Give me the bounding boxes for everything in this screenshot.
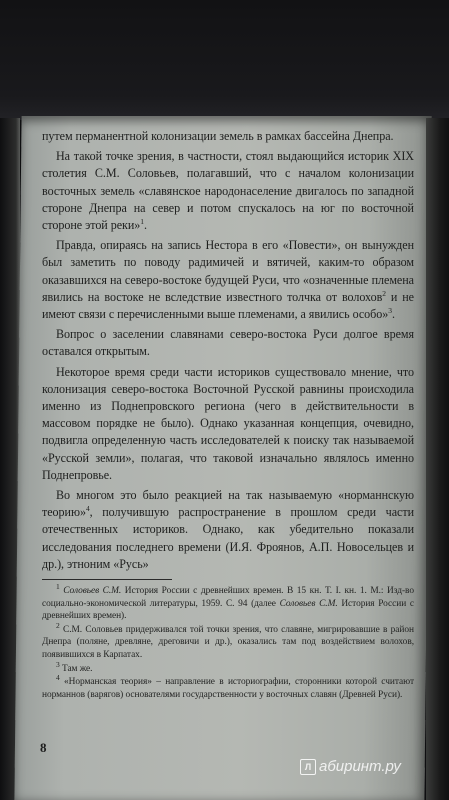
paragraph-text: . xyxy=(391,307,395,322)
paragraph-text: путем перманентной колонизации земель в рамках бассейна Днепра. xyxy=(42,129,394,143)
footnote-number: 4 xyxy=(56,673,60,683)
footnotes xyxy=(42,581,415,701)
paragraph-text: и не имеют связи с перечисленными выше племенами, а явились особо» xyxy=(42,289,414,322)
footnote-ref: 3 xyxy=(388,306,392,315)
paragraph-text: Некоторое время среди части историков существовало мнение, что колонизация северо-востока Восточной Русской равнины происходила именно из Поднепровского региона (чего в действительности в массовом порядке не было). Однако указанная концепция, очевидно, подвигла определенную часть исследователей к поиску так называемой «Русской земли», полагая, что таковой изначально являлось именно Поднепровье. xyxy=(42,364,414,482)
body-text xyxy=(42,128,414,573)
footnote-text: История России с древнейших времен. В 15 кн. Т. I. кн. 1. М.: Изд-во социально-экономической литературы, 1959. С. 94 (далее xyxy=(42,586,415,609)
paragraph xyxy=(42,128,414,145)
page-content xyxy=(42,128,414,701)
footnote-separator xyxy=(42,579,172,580)
footnote xyxy=(42,673,415,701)
paragraph xyxy=(42,487,414,573)
paragraph-text: Вопрос о заселении славянами северо-востока Руси долгое время оставался открытым. xyxy=(42,327,414,359)
paragraph-text: Правда, опираясь на запись Нестора в его «Повести», он вынужден был заметить по поводу радимичей и вятичей, каким-то образом оказавшихся на северо-востоке будущей Руси, что «означенные племена явились на востоке не вследствие известного толчка от волохов xyxy=(42,238,414,304)
footnote-number: 1 xyxy=(56,581,60,591)
footnote-author: Соловьев С.М. xyxy=(63,586,122,597)
footnote-text: С.М. Соловьев придерживался той точки зрения, что славяне, мигрировавшие в район Днепра (поляне, древляне, дреговичи и др.), оказались там под воздействием волохов, появившихся в Карпатах. xyxy=(42,624,414,661)
paragraph-text: , получившую распространение в прошлом среди части отечественных историков. Однако, как убедительно показали исследования последнего времени (И.Я. Фроянов, А.П. Новосельцев и др.), этноним «Русь» xyxy=(42,505,414,571)
footnote-number: 3 xyxy=(56,659,60,669)
background-dark-top xyxy=(0,0,449,120)
footnote-text: «Норманская теория» – направление в историографии, сторонники которой считают норманнов (варягов) основателями государственности у восточных славян (Древней Руси). xyxy=(42,677,415,700)
footnote-text: Там же. xyxy=(62,663,93,674)
paragraph-text: . xyxy=(143,218,147,233)
paragraph xyxy=(42,326,414,360)
footnote-ref: 2 xyxy=(382,288,386,298)
paragraph xyxy=(42,148,414,234)
paragraph-text: Во многом это было реакцией на так называемую «норманнскую теорию» xyxy=(42,488,414,520)
labirint-logo-icon: Л xyxy=(300,759,316,775)
footnote xyxy=(42,659,414,676)
paragraph xyxy=(42,364,414,484)
footnote xyxy=(42,581,415,623)
page-right-shadow xyxy=(426,118,449,800)
page-number: 8 xyxy=(40,740,47,755)
footnote-text: История России с древнейших времен). xyxy=(42,598,414,622)
footnote-ref: 1 xyxy=(140,216,144,226)
paragraph xyxy=(42,237,414,323)
footnote-number: 2 xyxy=(56,620,60,630)
paragraph-text: На такой точке зрения, в частности, стоял выдающийся историк XIX столетия С.М. Соловьев, полагавший, что с началом колонизации восточных земель «славянское народонаселение двигалось по западной стороне Днепра на север и потом спускалось на юг по восточной стороне этой реки» xyxy=(42,149,414,233)
footnote-ref: 4 xyxy=(85,504,90,514)
watermark xyxy=(300,758,401,775)
footnote-author: Соловьев С.М. xyxy=(279,598,338,609)
watermark-text: абиринт.ру xyxy=(319,758,401,775)
footnote xyxy=(42,620,414,662)
